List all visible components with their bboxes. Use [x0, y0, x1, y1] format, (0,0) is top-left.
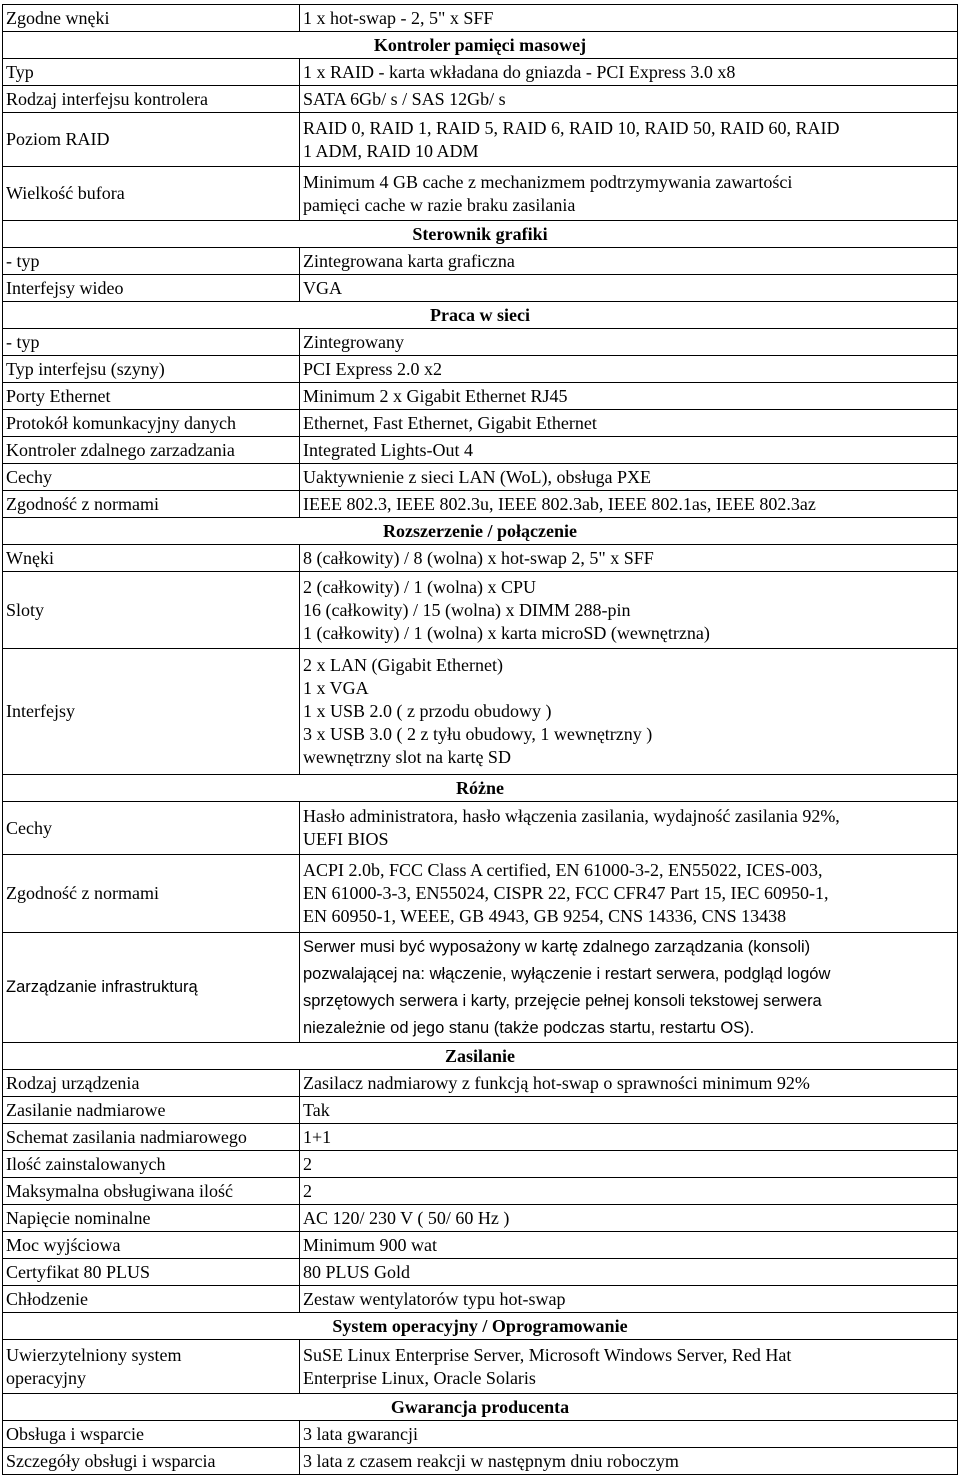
spec-row — [3, 59, 958, 86]
section-header: Zasilanie — [3, 1043, 958, 1070]
spec-label: Chłodzenie — [3, 1286, 300, 1313]
spec-label: Interfejsy wideo — [3, 275, 300, 302]
section-header-row — [3, 1313, 958, 1340]
spec-row — [3, 113, 958, 167]
spec-value: 2 (całkowity) / 1 (wolna) x CPU 16 (całkowity) / 15 (wolna) x DIMM 288-pin 1 (całkowity) / 1 (wolna) x karta microSD (wewnętrzna) — [300, 572, 958, 649]
spec-label: Schemat zasilania nadmiarowego — [3, 1124, 300, 1151]
spec-label: Zgodność z normami — [3, 491, 300, 518]
spec-row — [3, 1124, 958, 1151]
spec-label: Obsługa i wsparcie — [3, 1421, 300, 1448]
spec-value: 1 x RAID - karta wkładana do gniazda - PCI Express 3.0 x8 — [300, 59, 958, 86]
spec-row — [3, 1151, 958, 1178]
spec-label: Kontroler zdalnego zarzadzania — [3, 437, 300, 464]
spec-label: Maksymalna obsługiwana ilość — [3, 1178, 300, 1205]
spec-row — [3, 855, 958, 933]
spec-row — [3, 802, 958, 855]
spec-value: Ethernet, Fast Ethernet, Gigabit Ethernet — [300, 410, 958, 437]
section-header-row — [3, 1394, 958, 1421]
spec-row — [3, 1259, 958, 1286]
spec-row — [3, 356, 958, 383]
spec-label: Rodzaj urządzenia — [3, 1070, 300, 1097]
section-header-row — [3, 1043, 958, 1070]
spec-label: Rodzaj interfejsu kontrolera — [3, 86, 300, 113]
spec-value: PCI Express 2.0 x2 — [300, 356, 958, 383]
spec-label: Ilość zainstalowanych — [3, 1151, 300, 1178]
spec-value: Serwer musi być wyposażony w kartę zdalnego zarządzania (konsoli) pozwalającej na: włączenie, wyłączenie i restart serwera, podgląd logów sprzętowych serwera i karty, przejęcie pełnej konsoli tekstowej serwera niezależnie od jego stanu (także podczas startu, restartu OS). — [300, 933, 958, 1043]
section-header: System operacyjny / Oprogramowanie — [3, 1313, 958, 1340]
spec-table — [2, 4, 958, 1475]
spec-row — [3, 1178, 958, 1205]
spec-label: Zgodne wnęki — [3, 5, 300, 32]
spec-row — [3, 167, 958, 221]
spec-value: Zasilacz nadmiarowy z funkcją hot-swap o sprawności minimum 92% — [300, 1070, 958, 1097]
spec-row — [3, 383, 958, 410]
spec-label: Porty Ethernet — [3, 383, 300, 410]
spec-label: Cechy — [3, 802, 300, 855]
spec-value: 80 PLUS Gold — [300, 1259, 958, 1286]
spec-label: Szczegóły obsługi i wsparcia — [3, 1448, 300, 1475]
spec-value: ACPI 2.0b, FCC Class A certified, EN 61000-3-2, EN55022, ICES-003, EN 61000-3-3, EN55024, CISPR 22, FCC CFR47 Part 15, IEC 60950-1, EN 60950-1, WEEE, GB 4943, GB 9254, CNS 14336, CNS 13438 — [300, 855, 958, 933]
spec-value: 3 lata gwarancji — [300, 1421, 958, 1448]
spec-value: Tak — [300, 1097, 958, 1124]
spec-label: Sloty — [3, 572, 300, 649]
section-header-row — [3, 302, 958, 329]
spec-row — [3, 1286, 958, 1313]
spec-label: Zarządzanie infrastrukturą — [3, 933, 300, 1043]
spec-value: Zestaw wentylatorów typu hot-swap — [300, 1286, 958, 1313]
spec-label: Poziom RAID — [3, 113, 300, 167]
spec-row — [3, 464, 958, 491]
section-header: Kontroler pamięci masowej — [3, 32, 958, 59]
spec-label: Moc wyjściowa — [3, 1232, 300, 1259]
spec-table-body — [3, 5, 958, 1475]
section-header-row — [3, 32, 958, 59]
spec-label: Typ interfejsu (szyny) — [3, 356, 300, 383]
spec-label: Wielkość bufora — [3, 167, 300, 221]
spec-label: Protokół komunkacyjny danych — [3, 410, 300, 437]
section-header: Praca w sieci — [3, 302, 958, 329]
section-header: Gwarancja producenta — [3, 1394, 958, 1421]
spec-label: Napięcie nominalne — [3, 1205, 300, 1232]
spec-row — [3, 572, 958, 649]
spec-label: Uwierzytelniony system operacyjny — [3, 1340, 300, 1394]
spec-row — [3, 1421, 958, 1448]
spec-row — [3, 86, 958, 113]
spec-value: Uaktywnienie z sieci LAN (WoL), obsługa PXE — [300, 464, 958, 491]
spec-value: Minimum 900 wat — [300, 1232, 958, 1259]
spec-value: RAID 0, RAID 1, RAID 5, RAID 6, RAID 10, RAID 50, RAID 60, RAID 1 ADM, RAID 10 ADM — [300, 113, 958, 167]
spec-value: AC 120/ 230 V ( 50/ 60 Hz ) — [300, 1205, 958, 1232]
spec-row — [3, 1097, 958, 1124]
spec-row — [3, 437, 958, 464]
spec-row — [3, 5, 958, 32]
spec-label: Zasilanie nadmiarowe — [3, 1097, 300, 1124]
spec-row — [3, 410, 958, 437]
section-header-row — [3, 775, 958, 802]
spec-row — [3, 329, 958, 356]
spec-value: Hasło administratora, hasło włączenia zasilania, wydajność zasilania 92%, UEFI BIOS — [300, 802, 958, 855]
spec-value: Integrated Lights-Out 4 — [300, 437, 958, 464]
section-header-row — [3, 518, 958, 545]
spec-value: 2 — [300, 1178, 958, 1205]
spec-value: SuSE Linux Enterprise Server, Microsoft Windows Server, Red Hat Enterprise Linux, Oracle Solaris — [300, 1340, 958, 1394]
spec-row — [3, 248, 958, 275]
spec-value: Zintegrowana karta graficzna — [300, 248, 958, 275]
spec-value: 1+1 — [300, 1124, 958, 1151]
spec-row — [3, 1070, 958, 1097]
spec-value: Zintegrowany — [300, 329, 958, 356]
spec-value: 2 — [300, 1151, 958, 1178]
spec-label: Zgodność z normami — [3, 855, 300, 933]
spec-row — [3, 933, 958, 1043]
spec-label: Interfejsy — [3, 649, 300, 775]
spec-row — [3, 275, 958, 302]
section-header: Różne — [3, 775, 958, 802]
spec-row — [3, 1205, 958, 1232]
spec-row — [3, 1448, 958, 1475]
spec-label: Typ — [3, 59, 300, 86]
spec-value: 8 (całkowity) / 8 (wolna) x hot-swap 2, 5" x SFF — [300, 545, 958, 572]
spec-label: Certyfikat 80 PLUS — [3, 1259, 300, 1286]
spec-value: 1 x hot-swap - 2, 5" x SFF — [300, 5, 958, 32]
spec-label: - typ — [3, 329, 300, 356]
section-header: Rozszerzenie / połączenie — [3, 518, 958, 545]
spec-value: SATA 6Gb/ s / SAS 12Gb/ s — [300, 86, 958, 113]
spec-row — [3, 491, 958, 518]
spec-value: 3 lata z czasem reakcji w następnym dniu roboczym — [300, 1448, 958, 1475]
spec-value: VGA — [300, 275, 958, 302]
spec-label: - typ — [3, 248, 300, 275]
spec-row — [3, 649, 958, 775]
spec-row — [3, 545, 958, 572]
section-header: Sterownik grafiki — [3, 221, 958, 248]
spec-label: Wnęki — [3, 545, 300, 572]
section-header-row — [3, 221, 958, 248]
spec-value: Minimum 2 x Gigabit Ethernet RJ45 — [300, 383, 958, 410]
spec-value: IEEE 802.3, IEEE 802.3u, IEEE 802.3ab, IEEE 802.1as, IEEE 802.3az — [300, 491, 958, 518]
spec-value: Minimum 4 GB cache z mechanizmem podtrzymywania zawartości pamięci cache w razie braku zasilania — [300, 167, 958, 221]
spec-label: Cechy — [3, 464, 300, 491]
spec-row — [3, 1340, 958, 1394]
spec-value: 2 x LAN (Gigabit Ethernet) 1 x VGA 1 x USB 2.0 ( z przodu obudowy ) 3 x USB 3.0 ( 2 z tyłu obudowy, 1 wewnętrzny ) wewnętrzny slot na kartę SD — [300, 649, 958, 775]
spec-row — [3, 1232, 958, 1259]
